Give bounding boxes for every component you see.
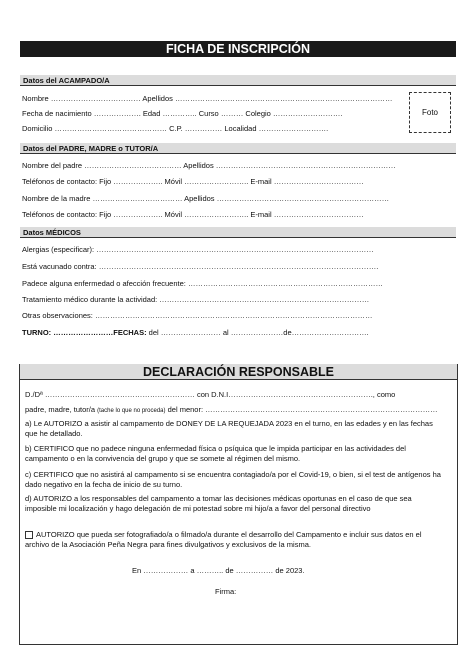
minor-field[interactable]: del menor: ………………………………………………………………………………… [167, 405, 438, 414]
observations-line[interactable]: Otras observaciones: ………………………………………………………………………………………………… [22, 311, 373, 320]
camper-section-header: Datos del ACAMPADO/A [20, 75, 456, 86]
checkbox-icon[interactable] [25, 531, 33, 539]
relation-note: (tache lo que no proceda) [97, 408, 166, 414]
allergies-line[interactable]: Alergias (especificar): ………………………………………………………………………………………………… [22, 245, 374, 254]
parents-section-header: Datos del PADRE, MADRE o TUTOR/A [20, 143, 456, 154]
relation-label: padre, madre, tutor/a [25, 405, 96, 414]
date-line[interactable]: En ……………… a ……….. de …………… de 2023. [132, 566, 305, 575]
camper-birth-line[interactable]: Fecha de nacimiento ………………. Edad ………….. Curso ……… Colegio ………………………. [22, 109, 343, 118]
photo-box: Foto [409, 92, 451, 133]
camper-address-line[interactable]: Domicilio ……………………………………… C.P. …………… Localidad ………………………. [22, 124, 329, 133]
item-e-text: AUTORIZO que pueda ser fotografiado/a o filmado/a durante el desarrollo del Campamento e incluir sus datos en el archivo de la Asociación Peña Negra para fines divulgativos y exclusivos de la misma. [25, 530, 422, 549]
camper-name-line[interactable]: Nombre ……………………………… Apellidos …………………………………………………………………………… [22, 94, 393, 103]
declaration-item-b: b) CERTIFICO que no padece ninguna enfermedad física o psíquica que le impida participar en las actividades del campamento o en la convivencia del grupo y que se somete al régimen del mismo. [25, 444, 406, 463]
treatment-line[interactable]: Tratamiento médico durante la actividad: ………………………………………………………………………… [22, 295, 370, 304]
turno-label: TURNO: ……………………FECHAS: [22, 328, 147, 337]
turno-line[interactable] [22, 328, 369, 338]
father-name-line[interactable]: Nombre del padre ………………………………… Apellidos ……………………………………………………………… [22, 161, 396, 170]
declaration-title: DECLARACIÓN RESPONSABLE [20, 364, 457, 380]
vaccinated-line[interactable]: Está vacunado contra: …………………………………………………………………………………………………. [22, 262, 379, 271]
declaration-item-c: c) CERTIFICO que no asistirá al campamento si se encuentra contagiado/a por el Covid-19, o bien, si el test de antígenos ha dado negativo en la fecha de inicio de su turno. [25, 470, 441, 489]
illness-line[interactable]: Padece alguna enfermedad o afección frecuente: …………………………………………………………………… [22, 279, 383, 288]
medical-section-header: Datos MÉDICOS [20, 227, 456, 238]
mother-phone-line[interactable]: Teléfonos de contacto: Fijo ……………….. Móvil …………………….. E-mail ……………………………… [22, 210, 364, 219]
declaration-item-e [25, 530, 445, 550]
declarant-line[interactable]: D./Dª …………………………………………………… con D.N.I…………………………………………………., como [25, 390, 396, 399]
minor-line[interactable] [25, 405, 438, 416]
declaration-item-d: d) AUTORIZO a los responsables del campamento a tomar las decisiones médicas oportunas en el caso de que sea imposible mi localización y hago delegación de mi potestad sobre mi hijo/a a favor del personal directivo [25, 494, 412, 513]
mother-name-line[interactable]: Nombre de la madre ……………………………… Apellidos …………………………………………………………… [22, 194, 390, 203]
declaration-item-a: a) Le AUTORIZO a asistir al campamento de DONEY DE LA REQUEJADA 2023 en el turno, en las edades y en las fechas que he detallado. [25, 419, 433, 438]
father-phone-line[interactable]: Teléfonos de contacto: Fijo ……………….. Móvil …………………….. E-mail ……………………………… [22, 177, 364, 186]
fechas-range[interactable]: del …………………… al …………………de…………………………. [148, 328, 369, 337]
signature-label: Firma: [215, 587, 237, 596]
form-title: FICHA DE INSCRIPCIÓN [20, 41, 456, 57]
